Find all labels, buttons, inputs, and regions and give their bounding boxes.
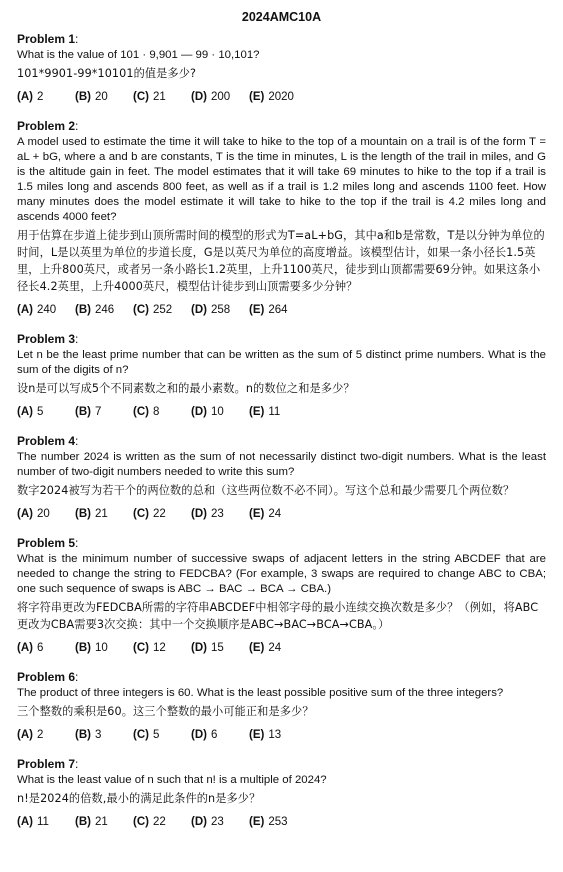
choice-label: (B)	[75, 508, 91, 520]
answer-choice	[75, 405, 133, 420]
choice-label: (A)	[17, 91, 33, 103]
answer-choice	[133, 815, 191, 830]
choice-label: (C)	[133, 508, 149, 520]
problem-text-english: A model used to estimate the time it will take to hike to the top of a mountain on a trail is of the form T = aL + bG, where a and b are constants, T is the time in minutes, L is the length of the trail in miles, and G is the altitude gain in feet. The model estimates that it will take 69 minutes to hike to the top if a trail is 1.5 miles long and ascends 800 feet, as well as if a trail is 1.2 miles long and ascends 1100 feet. How many minutes does the model estimate it will take to hike to the top if the trail is 4.2 miles long and ascends 4000 feet?	[17, 136, 546, 223]
choice-label: (E)	[249, 642, 265, 654]
choice-label: (A)	[17, 406, 33, 418]
choice-label: (B)	[75, 304, 91, 316]
answer-choices	[17, 728, 546, 743]
answer-choice	[249, 815, 288, 830]
problem-text-chinese: 三个整数的乘积是60。这三个整数的最小可能正和是多少？	[17, 705, 314, 718]
problem-2	[17, 119, 546, 318]
problem-1	[17, 32, 546, 105]
answer-choice	[191, 405, 249, 420]
answer-choice	[17, 815, 75, 830]
answer-choice	[191, 815, 249, 830]
choice-label: (E)	[249, 406, 265, 418]
answer-choice	[75, 815, 133, 830]
choice-value: 264	[268, 304, 288, 316]
choice-value: 24	[268, 508, 282, 520]
problem-text-english: The product of three integers is 60. What is the least possible positive sum of the three integers?	[17, 687, 504, 699]
choice-value: 23	[210, 816, 224, 828]
choice-value: 240	[36, 304, 57, 316]
answer-choice	[191, 641, 249, 656]
choice-label: (C)	[133, 406, 149, 418]
choice-label: (B)	[75, 816, 91, 828]
choice-value: 22	[152, 816, 166, 828]
choice-label: (D)	[191, 642, 207, 654]
choice-value: 200	[210, 91, 231, 103]
problem-text-english: Let n be the least prime number that can be written as the sum of 5 distinct prime numbers. What is the sum of the digits of n?	[17, 349, 546, 376]
answer-choice	[133, 405, 191, 420]
problem-title: Problem 1:	[17, 32, 79, 46]
choice-label: (D)	[191, 816, 207, 828]
problem-4	[17, 434, 546, 522]
problem-title: Problem 5:	[17, 536, 79, 550]
choice-value: 6	[210, 729, 218, 741]
answer-choice	[75, 507, 133, 522]
choice-value: 11	[268, 406, 281, 418]
problem-title: Problem 4:	[17, 434, 79, 448]
choice-value: 12	[152, 642, 166, 654]
choice-value: 246	[94, 304, 115, 316]
choice-label: (A)	[17, 729, 33, 741]
document-title: 2024AMC10A	[241, 10, 322, 24]
problem-text-english: What is the least value of n such that n! is a multiple of 2024?	[17, 774, 327, 786]
choice-label: (E)	[249, 91, 265, 103]
choice-value: 22	[152, 508, 166, 520]
problem-title: Problem 2:	[17, 119, 79, 133]
problem-text-chinese: n!是2024的倍数,最小的满足此条件的n是多少？	[17, 792, 261, 805]
answer-choice	[249, 507, 281, 522]
choice-label: (C)	[133, 304, 149, 316]
problem-title-text: Problem 4	[17, 434, 76, 448]
answer-choice	[249, 90, 294, 105]
choice-value: 7	[94, 406, 102, 418]
choice-label: (D)	[191, 729, 207, 741]
problem-5	[17, 536, 546, 656]
choice-value: 5	[152, 729, 160, 741]
answer-choice	[17, 405, 75, 420]
answer-choice	[249, 405, 280, 420]
choice-value: 21	[94, 816, 108, 828]
choice-label: (D)	[191, 508, 207, 520]
choice-value: 252	[152, 304, 173, 316]
problem-text-chinese: 用于估算在步道上徒步到山顶所需时间的模型的形式为T=aL+bG，其中a和b是常数，T是以分钟为单位的时间，L是以英里为单位的步道长度，G是以英尺为单位的高度增益。该模型估计，如果一条小径长1.5英里，上升800英尺，或者另一条小路长1.2英里，上升1100英尺，徒步到山顶都需要69分钟。如果这条小径长4.2英里，上升4000英尺，模型估计徒步到山顶需要多少分钟？	[17, 229, 545, 293]
problem-list	[17, 32, 546, 830]
choice-label: (E)	[249, 508, 265, 520]
answer-choice	[17, 728, 75, 743]
problem-text-chinese: 设n是可以写成5个不同素数之和的最小素数。n的数位之和是多少？	[17, 382, 355, 395]
choice-value: 8	[152, 406, 160, 418]
choice-label: (B)	[75, 642, 91, 654]
choice-value: 3	[94, 729, 102, 741]
answer-choice	[75, 303, 133, 318]
answer-choice	[75, 728, 133, 743]
problem-text-english: What is the minimum number of successive swaps of adjacent letters in the string ABCDEF that are needed to change the string to FEDCBA? (For example, 3 swaps are required to change ABC to CBA; one such sequence of swaps is ABC → BAC → BCA → CBA.)	[17, 553, 546, 595]
answer-choice	[191, 728, 249, 743]
answer-choice	[133, 641, 191, 656]
choice-value: 2	[36, 729, 44, 741]
choice-value: 253	[268, 816, 288, 828]
problem-title-text: Problem 3	[17, 332, 76, 346]
choice-label: (B)	[75, 91, 91, 103]
choice-label: (E)	[249, 816, 265, 828]
answer-choices	[17, 405, 546, 420]
choice-value: 20	[94, 91, 108, 103]
problem-title-text: Problem 7	[17, 757, 76, 771]
choice-label: (E)	[249, 729, 265, 741]
choice-value: 10	[94, 642, 108, 654]
choice-value: 13	[268, 729, 282, 741]
problem-title: Problem 7:	[17, 757, 79, 771]
problem-title-text: Problem 1	[17, 32, 76, 46]
choice-label: (C)	[133, 816, 149, 828]
problem-text-chinese: 将字符串更改为FEDCBA所需的字符串ABCDEF中相邻字母的最小连续交换次数是多少？（例如，将ABC更改为CBA需要3次交换：其中一个交换顺序是ABC→BAC→BCA→CBA。）	[17, 601, 539, 631]
problem-title: Problem 3:	[17, 332, 79, 346]
choice-value: 21	[152, 91, 166, 103]
choice-value: 2020	[268, 91, 294, 103]
problem-title-text: Problem 5	[17, 536, 76, 550]
choice-value: 11	[36, 816, 49, 828]
choice-label: (A)	[17, 642, 33, 654]
answer-choice	[17, 507, 75, 522]
problem-title-text: Problem 6	[17, 670, 76, 684]
answer-choices	[17, 641, 546, 656]
choice-value: 20	[36, 508, 50, 520]
choice-label: (B)	[75, 729, 91, 741]
problem-text-english: The number 2024 is written as the sum of not necessarily distinct two-digit numbers. What is the least number of two-digit numbers needed to write this sum?	[17, 451, 546, 478]
answer-choice	[133, 90, 191, 105]
answer-choices	[17, 507, 546, 522]
answer-choice	[191, 90, 249, 105]
answer-choice	[249, 641, 281, 656]
answer-choices	[17, 303, 546, 318]
answer-choice	[75, 90, 133, 105]
choice-label: (B)	[75, 406, 91, 418]
choice-value: 21	[94, 508, 108, 520]
choice-label: (A)	[17, 508, 33, 520]
answer-choice	[75, 641, 133, 656]
choice-value: 24	[268, 642, 282, 654]
problem-text-chinese: 数字2024被写为若干个的两位数的总和（这些两位数不必不同）。写这个总和最少需要几个两位数？	[17, 484, 515, 497]
choice-value: 15	[210, 642, 224, 654]
problem-title-text: Problem 2	[17, 119, 76, 133]
answer-choice	[133, 507, 191, 522]
answer-choice	[191, 507, 249, 522]
choice-value: 5	[36, 406, 44, 418]
answer-choice	[249, 303, 288, 318]
problem-3	[17, 332, 546, 420]
answer-choices	[17, 815, 546, 830]
choice-value: 10	[210, 406, 224, 418]
choice-label: (C)	[133, 729, 149, 741]
choice-label: (A)	[17, 304, 33, 316]
choice-label: (D)	[191, 406, 207, 418]
choice-value: 23	[210, 508, 224, 520]
answer-choice	[249, 728, 281, 743]
answer-choice	[133, 303, 191, 318]
problem-title: Problem 6:	[17, 670, 79, 684]
answer-choice	[17, 641, 75, 656]
problem-text-english: What is the value of 101 · 9,901 — 99 · 10,101?	[17, 49, 260, 61]
answer-choice	[17, 90, 75, 105]
choice-label: (A)	[17, 816, 33, 828]
problem-6	[17, 670, 546, 743]
choice-label: (D)	[191, 91, 207, 103]
choice-label: (D)	[191, 304, 207, 316]
answer-choice	[133, 728, 191, 743]
choice-label: (C)	[133, 642, 149, 654]
answer-choice	[191, 303, 249, 318]
choice-value: 6	[36, 642, 44, 654]
choice-value: 258	[210, 304, 231, 316]
choice-value: 2	[36, 91, 44, 103]
answer-choice	[17, 303, 75, 318]
choice-label: (C)	[133, 91, 149, 103]
problem-7	[17, 757, 546, 830]
choice-label: (E)	[249, 304, 265, 316]
answer-choices	[17, 90, 546, 105]
problem-text-chinese: 101*9901-99*10101的值是多少?	[17, 67, 197, 80]
